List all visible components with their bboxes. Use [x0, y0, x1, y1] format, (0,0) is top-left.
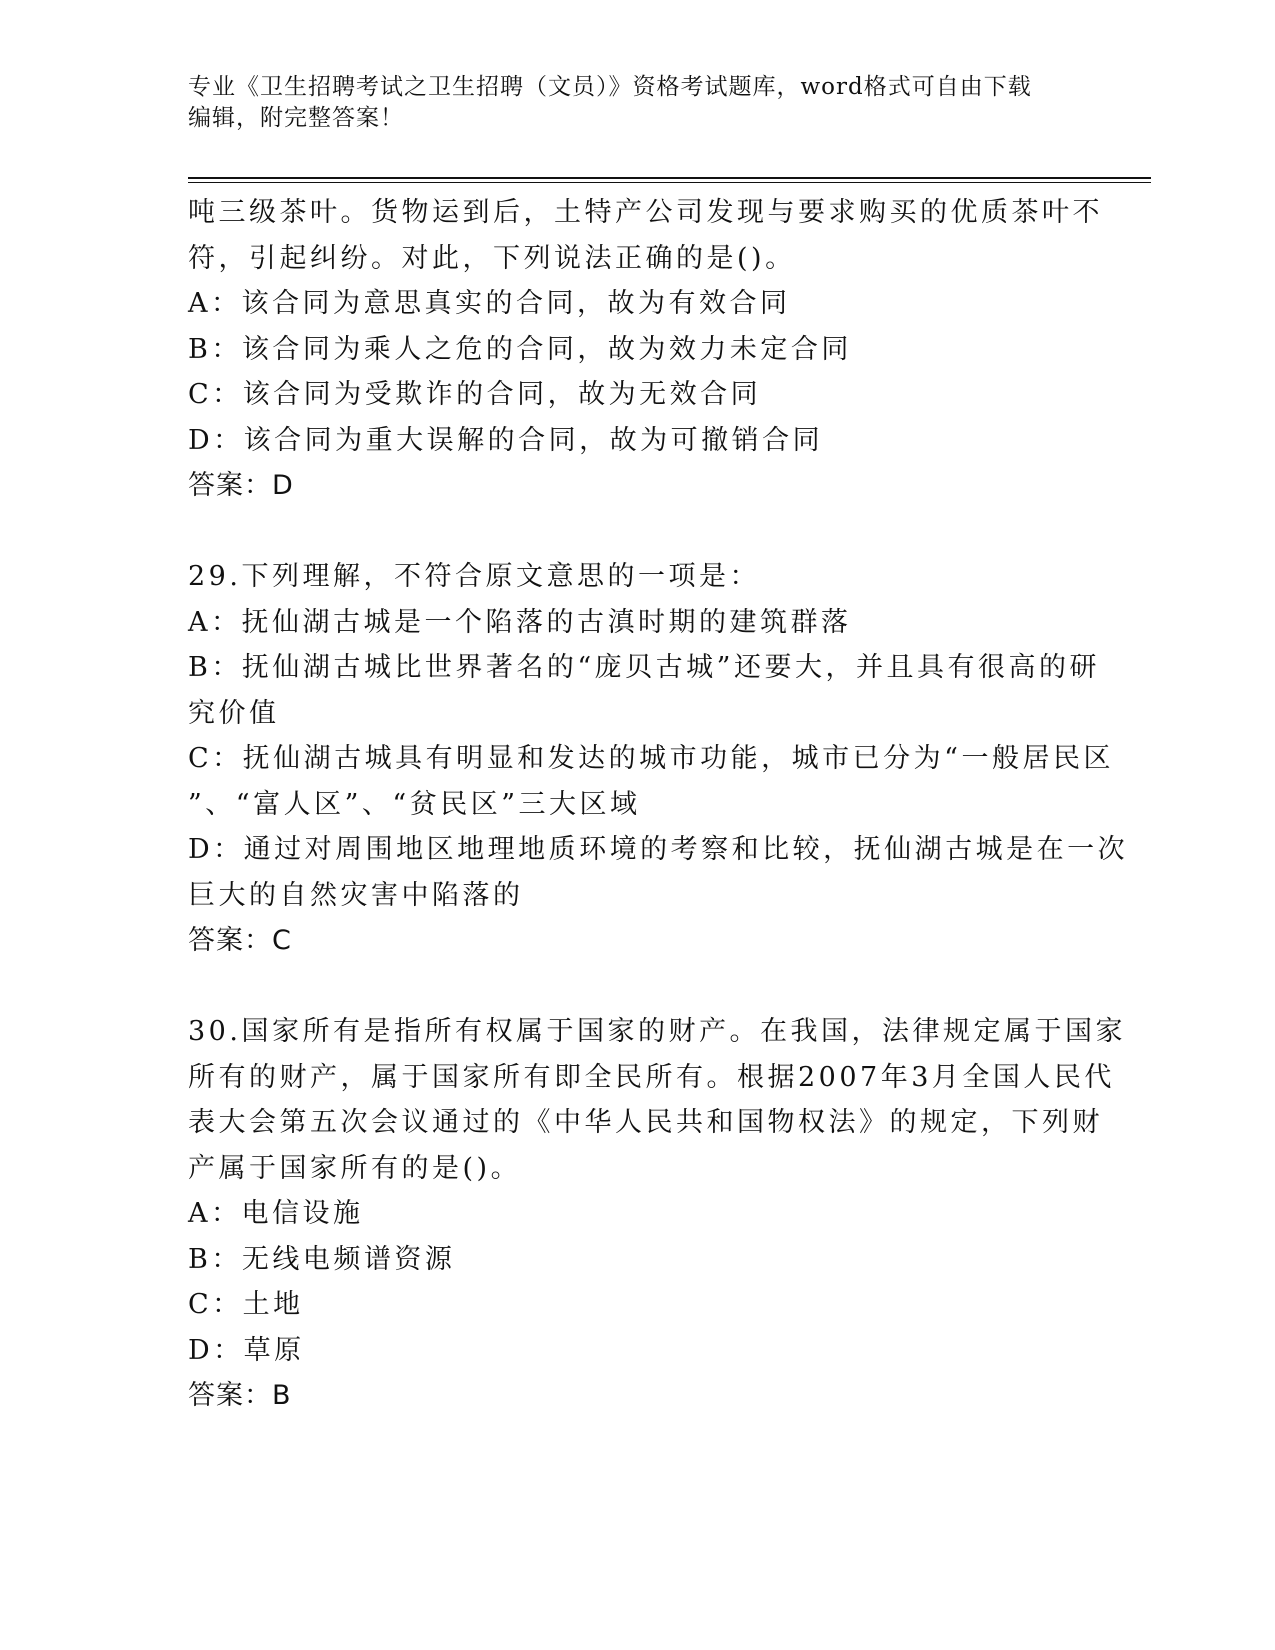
question-stem-line: 29.下列理解，不符合原文意思的一项是：: [188, 561, 760, 592]
option-c-cont: ”、“富人区”、“贫民区”三大区域: [188, 788, 641, 820]
answer-label: 答案：D: [188, 470, 294, 501]
question-body: [188, 190, 1129, 1419]
question-stem-line: 表大会第五次会议通过的《中华人民共和国物权法》的规定，下列财: [188, 1107, 1103, 1138]
option-a: A：该合同为意思真实的合同，故为有效合同: [188, 288, 791, 319]
question-stem-line: 产属于国家所有的是()。: [188, 1152, 522, 1184]
option-b: B：无线电频谱资源: [188, 1243, 456, 1275]
option-a: A：电信设施: [188, 1198, 364, 1229]
answer-label: 答案：C: [188, 925, 292, 956]
option-d: D：草原: [188, 1334, 305, 1366]
question-30: [188, 1009, 1126, 1419]
header-line-1: 专业《卫生招聘考试之卫生招聘（文员）》资格考试题库，word格式可自由下载: [188, 74, 1032, 100]
question-29: [188, 554, 1129, 964]
option-d: D：通过对周围地区地理地质环境的考察和比较，抚仙湖古城是在一次: [188, 834, 1129, 865]
option-a: A：抚仙湖古城是一个陷落的古滇时期的建筑群落: [188, 606, 852, 638]
header-divider: [188, 177, 1151, 183]
option-c: C：抚仙湖古城具有明显和发达的城市功能，城市已分为“一般居民区: [188, 743, 1114, 774]
question-stem-line: 符，引起纠纷。对此，下列说法正确的是()。: [188, 242, 796, 274]
option-d-cont: 巨大的自然灾害中陷落的: [188, 879, 524, 911]
option-b-cont: 究价值: [188, 697, 280, 729]
answer-label: 答案：B: [188, 1380, 292, 1411]
question-28: [188, 190, 1103, 509]
spacer: [188, 964, 1068, 1010]
option-b: B：抚仙湖古城比世界著名的“庞贝古城”还要大，并且具有很高的研: [188, 652, 1100, 683]
option-c: C：该合同为受欺诈的合同，故为无效合同: [188, 379, 762, 410]
question-stem-line: 30.国家所有是指所有权属于国家的财产。在我国，法律规定属于国家: [188, 1016, 1126, 1047]
question-stem-line: 吨三级茶叶。货物运到后，土特产公司发现与要求购买的优质茶叶不: [188, 197, 1103, 228]
page-header: [188, 72, 1068, 134]
option-d: D：该合同为重大误解的合同，故为可撤销合同: [188, 424, 824, 456]
header-line-2: 编辑，附完整答案！: [188, 105, 404, 131]
option-c: C：土地: [188, 1289, 304, 1320]
spacer: [188, 509, 1068, 555]
option-b: B：该合同为乘人之危的合同，故为效力未定合同: [188, 333, 852, 365]
question-stem-line: 所有的财产，属于国家所有即全民所有。根据2007年3月全国人民代: [188, 1061, 1115, 1093]
